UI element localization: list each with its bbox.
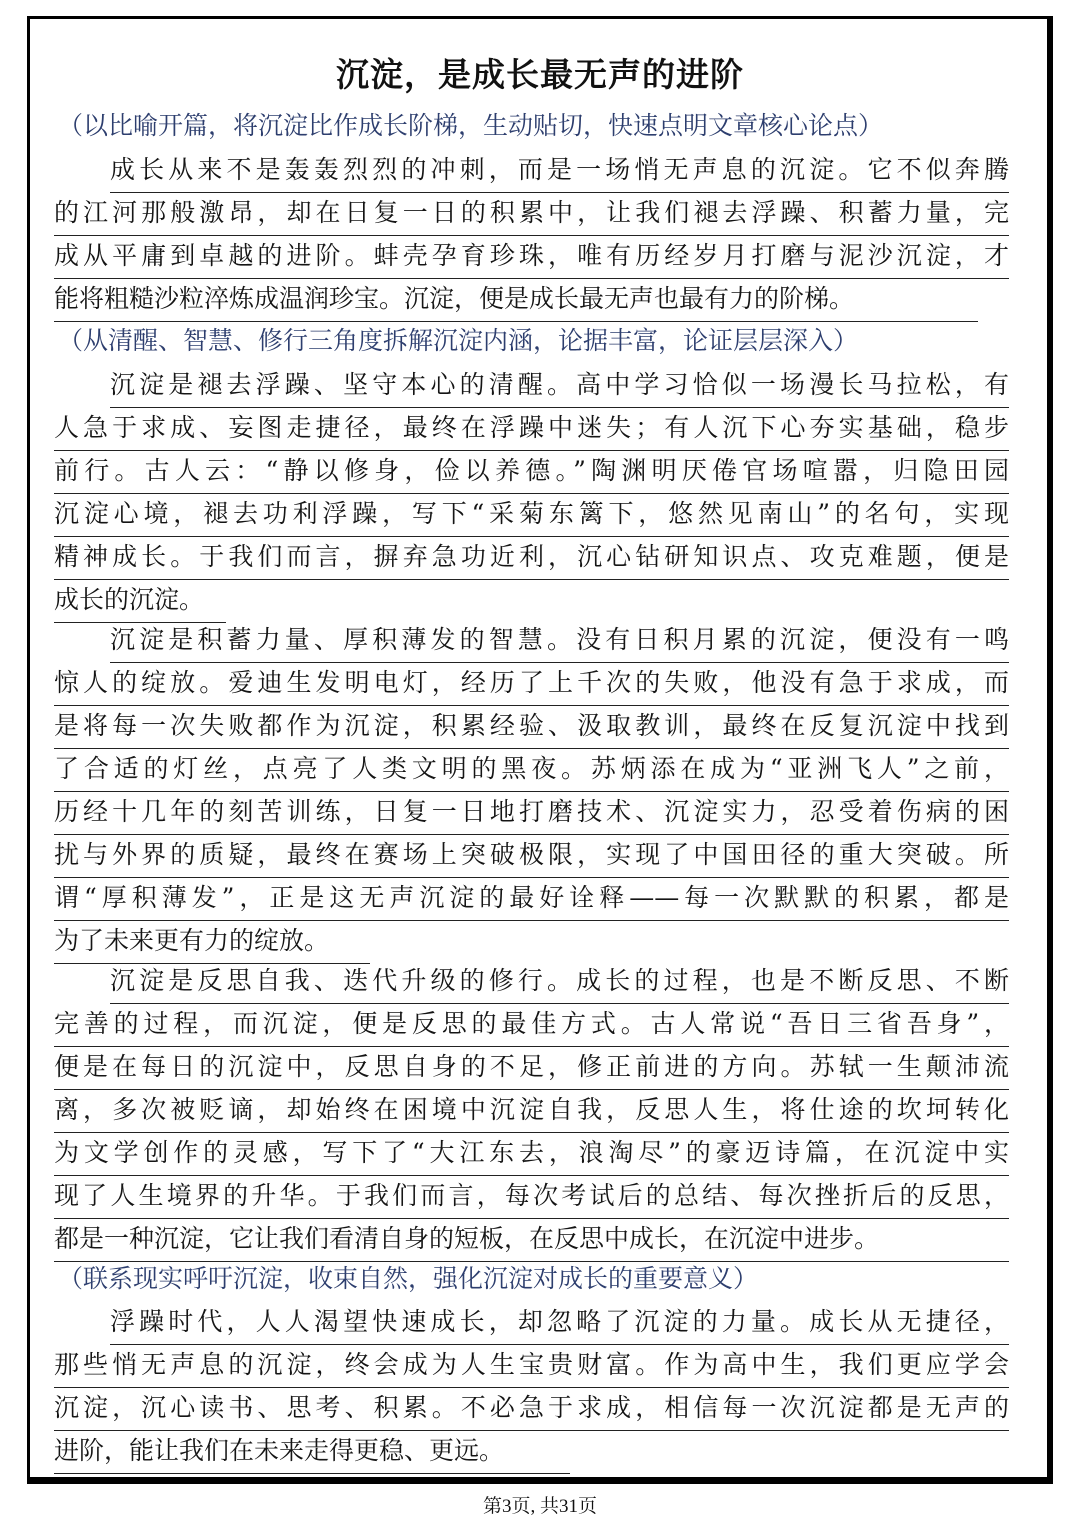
page-number: 第3页, 共31页 [482,1496,597,1517]
text-line: 成长从来不是轰轰烈烈的冲刺，而是一场悄无声息的沉淀。它不似奔腾 [110,150,1009,193]
text-line: 惊人的绽放。爱迪生发明电灯，经历了上千次的失败，他没有急于求成，而 [54,663,1009,706]
text-line: 完善的过程，而沉淀，便是反思的最佳方式。古人常说“吾日三省吾身”， [54,1004,1009,1047]
text-line: 都是一种沉淀，它让我们看清自身的短板，在反思中成长，在沉淀中进步。 [54,1219,1009,1262]
text-line: 历经十几年的刻苦训练，日复一日地打磨技术、沉淀实力，忍受着伤病的困 [54,792,1009,835]
text-line: 谓“厚积薄发”，正是这无声沉淀的最好诠释——每一次默默的积累，都是 [54,878,1009,921]
text-line: 现了人生境界的升华。于我们而言，每次考试后的总结、每次挫折后的反思， [54,1176,1009,1219]
annotation-note-2: （从清醒、智慧、修行三角度拆解沉淀内涵，论据丰富，论证层层深入） [58,326,859,355]
text-line: 沉淀是反思自我、迭代升级的修行。成长的过程，也是不断反思、不断 [110,961,1009,1004]
annotation-note-3: （联系现实呼吁沉淀，收束自然，强化沉淀对成长的重要意义） [58,1264,759,1293]
text-line: 沉淀是褪去浮躁、坚守本心的清醒。高中学习恰似一场漫长马拉松，有 [110,365,1009,408]
text-line: 的江河那般激昂，却在日复一日的积累中，让我们褪去浮躁、积蓄力量，完 [54,193,1009,236]
text-line: 能将粗糙沙粒淬炼成温润珍宝。沉淀，便是成长最无声也最有力的阶梯。 [54,279,978,322]
text-line: 为了未来更有力的绽放。 [54,921,370,964]
text-line: 沉淀心境，褪去功利浮躁，写下“采菊东篱下，悠然见南山”的名句，实现 [54,494,1009,537]
text-line: 离，多次被贬谪，却始终在困境中沉淀自我，反思人生，将仕途的坎坷转化 [54,1090,1009,1133]
text-line: 便是在每日的沉淀中，反思自身的不足，修正前进的方向。苏轼一生颠沛流 [54,1047,1009,1090]
text-line: 那些悄无声息的沉淀，终会成为人生宝贵财富。作为高中生，我们更应学会 [54,1345,1009,1388]
text-line: 人急于求成、妄图走捷径，最终在浮躁中迷失；有人沉下心夯实基础，稳步 [54,408,1009,451]
text-line: 为文学创作的灵感，写下了“大江东去，浪淘尽”的豪迈诗篇，在沉淀中实 [54,1133,1009,1176]
text-line: 扰与外界的质疑，最终在赛场上突破极限，实现了中国田径的重大突破。所 [54,835,1009,878]
annotation-note-1: （以比喻开篇，将沉淀比作成长阶梯，生动贴切，快速点明文章核心论点） [58,111,884,140]
text-line: 前行。古人云：“静以修身，俭以养德。”陶渊明厌倦官场喧嚣，归隐田园 [54,451,1009,494]
text-line: 沉淀，沉心读书、思考、积累。不必急于求成，相信每一次沉淀都是无声的 [54,1388,1009,1431]
text-line: 成长的沉淀。 [54,580,226,623]
essay-title: 沉淀，是成长最无声的进阶 [336,55,744,94]
text-line: 了合适的灯丝，点亮了人类文明的黑夜。苏炳添在成为“亚洲飞人”之前， [54,749,1009,792]
text-line: 浮躁时代，人人渴望快速成长，却忽略了沉淀的力量。成长从无捷径， [110,1302,1009,1345]
text-line: 进阶，能让我们在未来走得更稳、更远。 [54,1431,570,1474]
text-line: 成从平庸到卓越的进阶。蚌壳孕育珍珠，唯有历经岁月打磨与泥沙沉淀，才 [54,236,1009,279]
text-line: 精神成长。于我们而言，摒弃急功近利，沉心钻研知识点、攻克难题，便是 [54,537,1009,580]
text-line: 是将每一次失败都作为沉淀，积累经验、汲取教训，最终在反复沉淀中找到 [54,706,1009,749]
text-line: 沉淀是积蓄力量、厚积薄发的智慧。没有日积月累的沉淀，便没有一鸣 [110,620,1009,663]
